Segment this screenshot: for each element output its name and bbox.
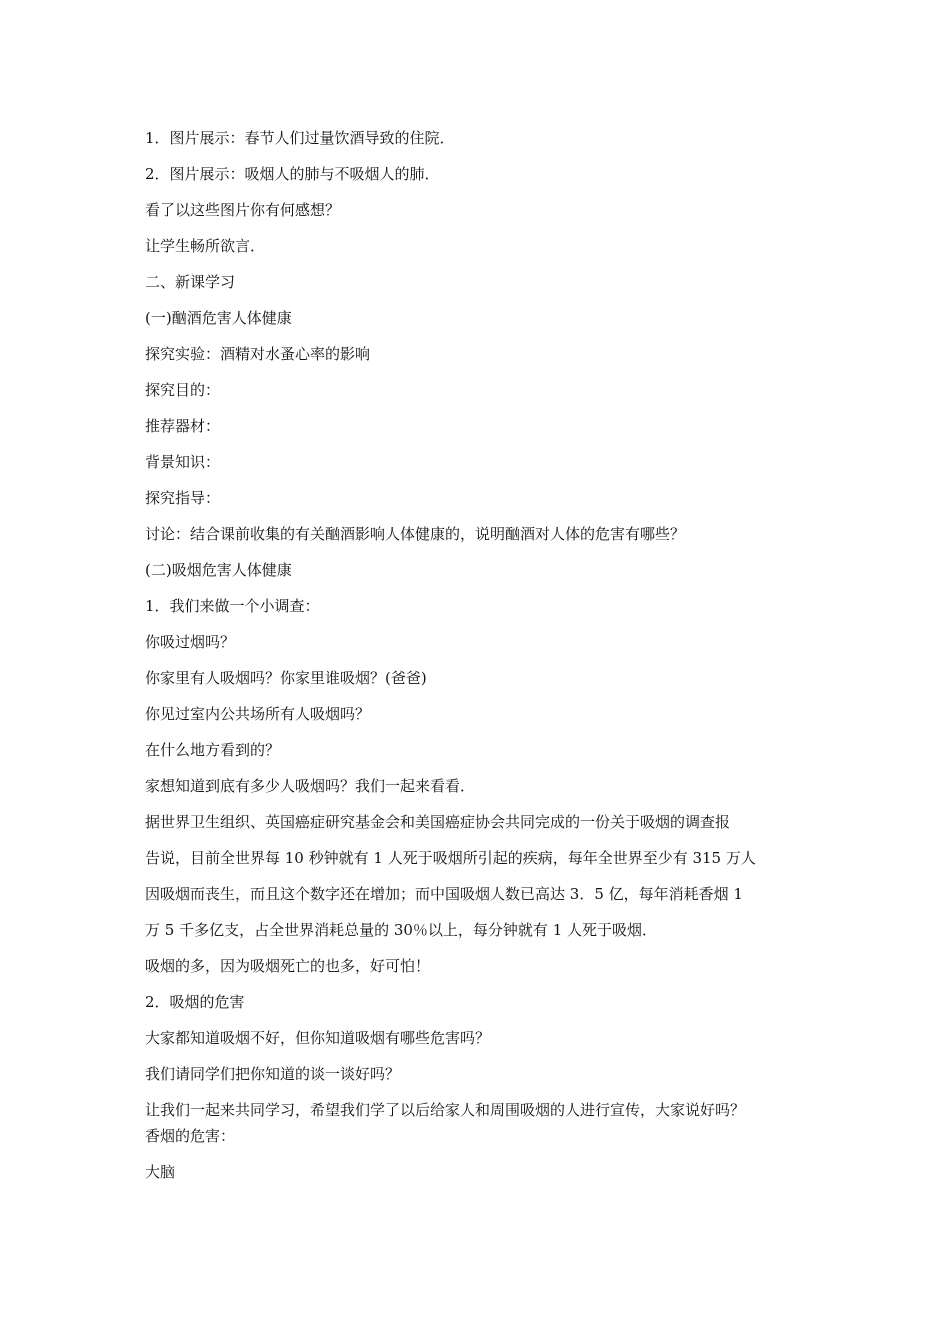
paragraph-line: 万 5 千多亿支，占全世界消耗总量的 30％以上，每分钟就有 1 人死于吸烟． <box>145 921 658 939</box>
subsection-heading: (二)吸烟危害人体健康 <box>145 561 292 579</box>
text-line: 香烟的危害： <box>145 1127 236 1145</box>
paragraph-line: 据世界卫生组织、英国癌症研究基金会和美国癌症协会共同完成的一份关于吸烟的调查报 <box>145 813 731 831</box>
text-line: 你家里有人吸烟吗？你家里谁吸烟？(爸爸) <box>145 669 427 687</box>
text-line: 大脑 <box>145 1163 176 1181</box>
text-line: 我们请同学们把你知道的谈一谈好吗？ <box>145 1065 401 1083</box>
subsection-heading: 2．吸烟的危害 <box>145 993 245 1011</box>
document-body <box>145 127 810 1197</box>
text-line: 让学生畅所欲言． <box>145 237 266 255</box>
text-line: 讨论：结合课前收集的有关酗酒影响人体健康的，说明酗酒对人体的危害有哪些？ <box>145 525 686 543</box>
text-line: 1．图片展示：春节人们过量饮酒导致的住院． <box>145 129 455 147</box>
text-line: 推荐器材： <box>145 417 221 435</box>
text-line: 1．我们来做一个小调查： <box>145 597 320 615</box>
text-line: 看了以这些图片你有何感想？ <box>145 201 341 219</box>
text-line: 你见过室内公共场所有人吸烟吗？ <box>145 705 371 723</box>
text-line: 让我们一起来共同学习，希望我们学了以后给家人和周围吸烟的人进行宣传，大家说好吗？ <box>145 1101 746 1119</box>
text-line: 2．图片展示：吸烟人的肺与不吸烟人的肺． <box>145 165 440 183</box>
text-line: 探究实验：酒精对水蚤心率的影响 <box>145 345 371 363</box>
text-line: 背景知识： <box>145 453 221 471</box>
text-line: 探究指导： <box>145 489 221 507</box>
report-paragraph <box>145 811 810 941</box>
paragraph-line: 告说，目前全世界每 10 秒钟就有 1 人死于吸烟所引起的疾病，每年全世界至少有 315 万人 <box>145 849 756 867</box>
text-line: 在什么地方看到的？ <box>145 741 281 759</box>
paragraph-line: 因吸烟而丧生，而且这个数字还在增加；而中国吸烟人数已高达 3．5 亿，每年消耗香烟 1 <box>145 885 743 903</box>
text-line: 家想知道到底有多少人吸烟吗？我们一起来看看． <box>145 777 476 795</box>
text-line: 大家都知道吸烟不好，但你知道吸烟有哪些危害吗？ <box>145 1029 491 1047</box>
text-line: 你吸过烟吗？ <box>145 633 236 651</box>
subsection-heading: (一)酗酒危害人体健康 <box>145 309 292 327</box>
text-line: 吸烟的多，因为吸烟死亡的也多，好可怕！ <box>145 957 431 975</box>
text-line: 探究目的： <box>145 381 221 399</box>
section-heading: 二、新课学习 <box>145 273 236 291</box>
